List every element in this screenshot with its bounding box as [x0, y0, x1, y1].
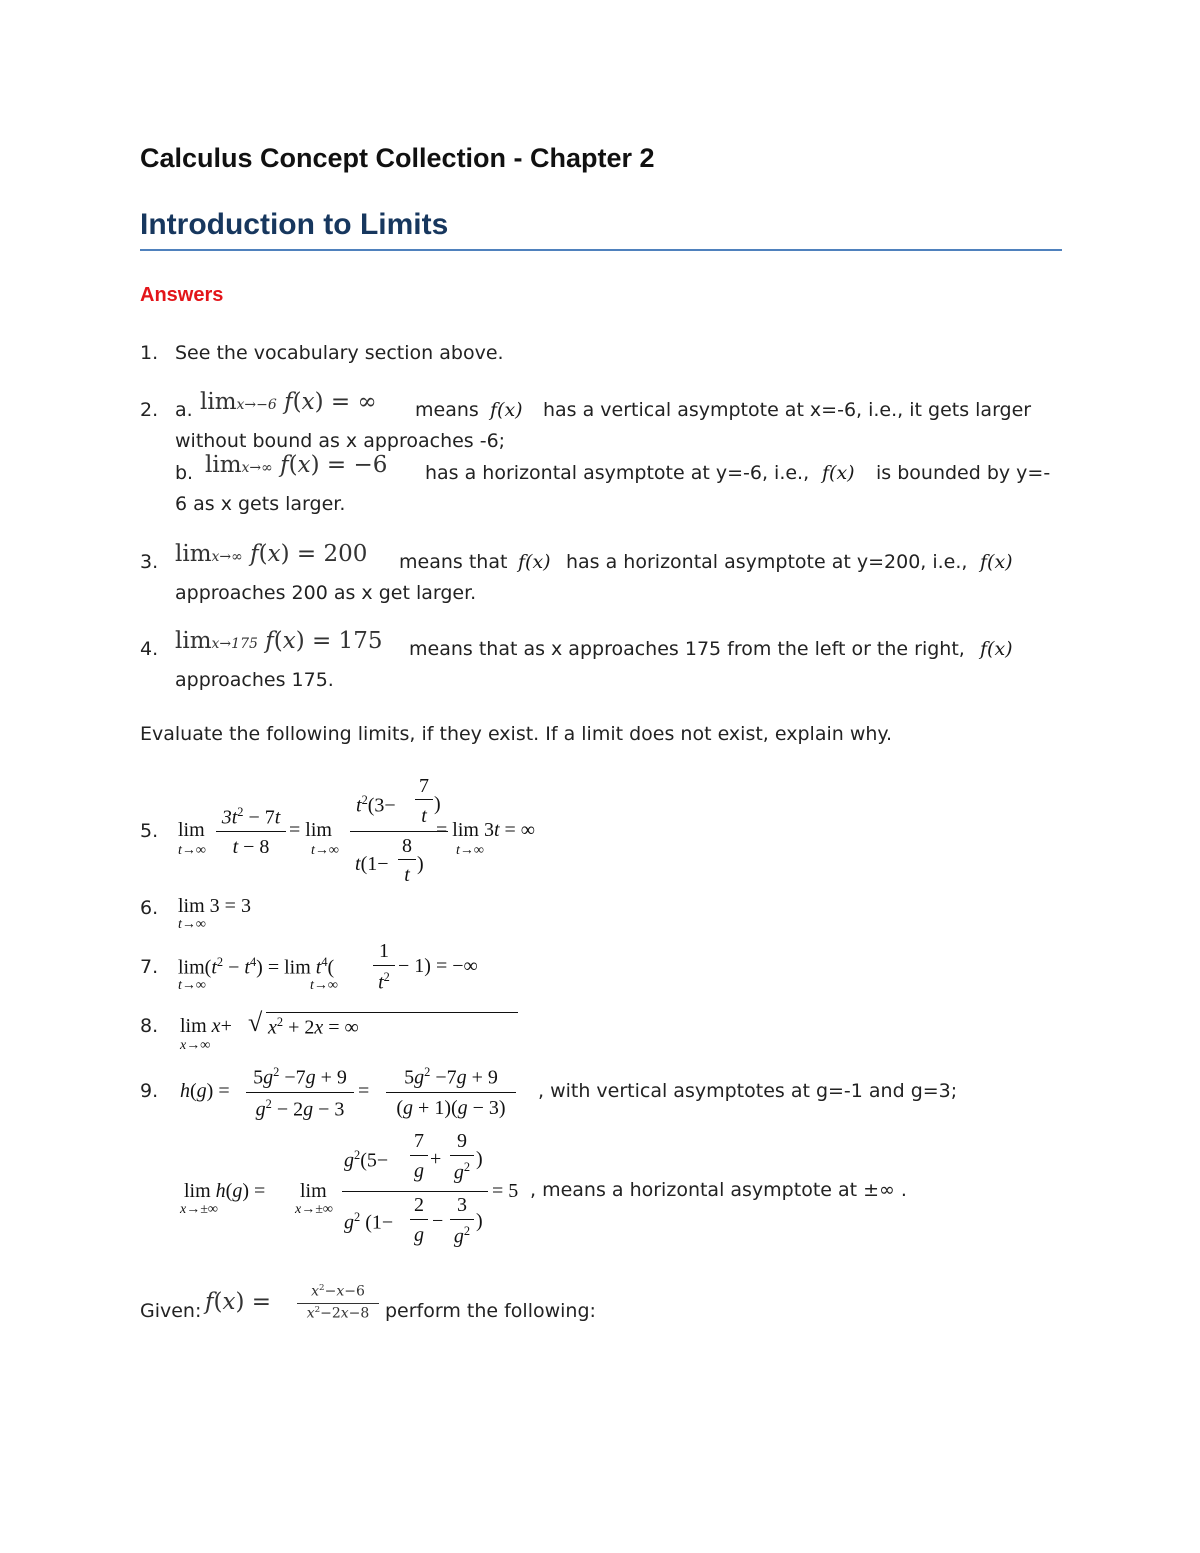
- answer-3-formula: [175, 541, 367, 567]
- answer-3-text2: has a horizontal asymptote at y=200, i.e.,: [566, 551, 968, 573]
- answer-4-fx: f(x): [980, 638, 1013, 660]
- problem-9-number: 9.: [140, 1080, 159, 1102]
- answer-3-text3: approaches 200 as x get larger.: [175, 582, 477, 604]
- answer-2b-text3: 6 as x gets larger.: [175, 493, 346, 515]
- heading-rule: [140, 249, 1062, 251]
- answer-2a-text3: without bound as x approaches -6;: [175, 430, 506, 452]
- answer-2b-fx: f(x): [822, 462, 855, 484]
- answer-4-formula: [175, 628, 382, 654]
- answer-2a-fx: f(x): [490, 399, 523, 421]
- answer-1-text: See the vocabulary section above.: [175, 342, 504, 364]
- given-label: Given:: [140, 1300, 202, 1322]
- answer-2b-text2: is bounded by y=-: [876, 462, 1051, 484]
- problem-8-number: 8.: [140, 1015, 159, 1037]
- instruction-text: Evaluate the following limits, if they exist. If a limit does not exist, explain why.: [140, 723, 892, 745]
- chapter-title: Calculus Concept Collection - Chapter 2: [140, 143, 655, 173]
- answer-2b-formula: [205, 452, 387, 478]
- problem-6-number: 6.: [140, 897, 159, 919]
- answer-3-text1: means that: [399, 551, 508, 573]
- answer-2-number: 2.: [140, 399, 159, 421]
- answer-2a-formula: [200, 389, 377, 415]
- answer-2a-text1: means: [415, 399, 479, 421]
- answer-3-formula-visual: limx→∞ f(x) = 200: [175, 541, 368, 567]
- answer-4-text2: approaches 175.: [175, 669, 334, 691]
- answer-2a-formula-visual: limx→−6 f(x) = ∞: [200, 389, 377, 415]
- answer-1-number: 1.: [140, 342, 159, 364]
- answer-3-fx: f(x): [518, 551, 551, 573]
- answer-2b-formula-visual: limx→∞ f(x) = −6: [205, 452, 388, 478]
- answer-2b-text1: has a horizontal asymptote at y=-6, i.e.,: [425, 462, 810, 484]
- answers-heading: Answers: [140, 284, 224, 306]
- section-title: Introduction to Limits: [140, 208, 449, 241]
- problem-7-number: 7.: [140, 956, 159, 978]
- answer-4-formula-visual: limx→175 f(x) = 175: [175, 628, 383, 654]
- problem-9-text2: , means a horizontal asymptote at ±∞ .: [530, 1179, 907, 1201]
- answer-4-number: 4.: [140, 638, 159, 660]
- given-text: perform the following:: [385, 1300, 596, 1322]
- answer-3-number: 3.: [140, 551, 159, 573]
- answer-2b-label: b.: [175, 462, 194, 484]
- answer-4-text1: means that as x approaches 175 from the left or the right,: [409, 638, 965, 660]
- answer-3-fx2: f(x): [980, 551, 1013, 573]
- answer-2a-label: a.: [175, 399, 193, 421]
- problem-5-number: 5.: [140, 820, 159, 842]
- problem-9-text1: , with vertical asymptotes at g=-1 and g=3;: [538, 1080, 958, 1102]
- answer-2a-text2: has a vertical asymptote at x=-6, i.e., it gets larger: [543, 399, 1032, 421]
